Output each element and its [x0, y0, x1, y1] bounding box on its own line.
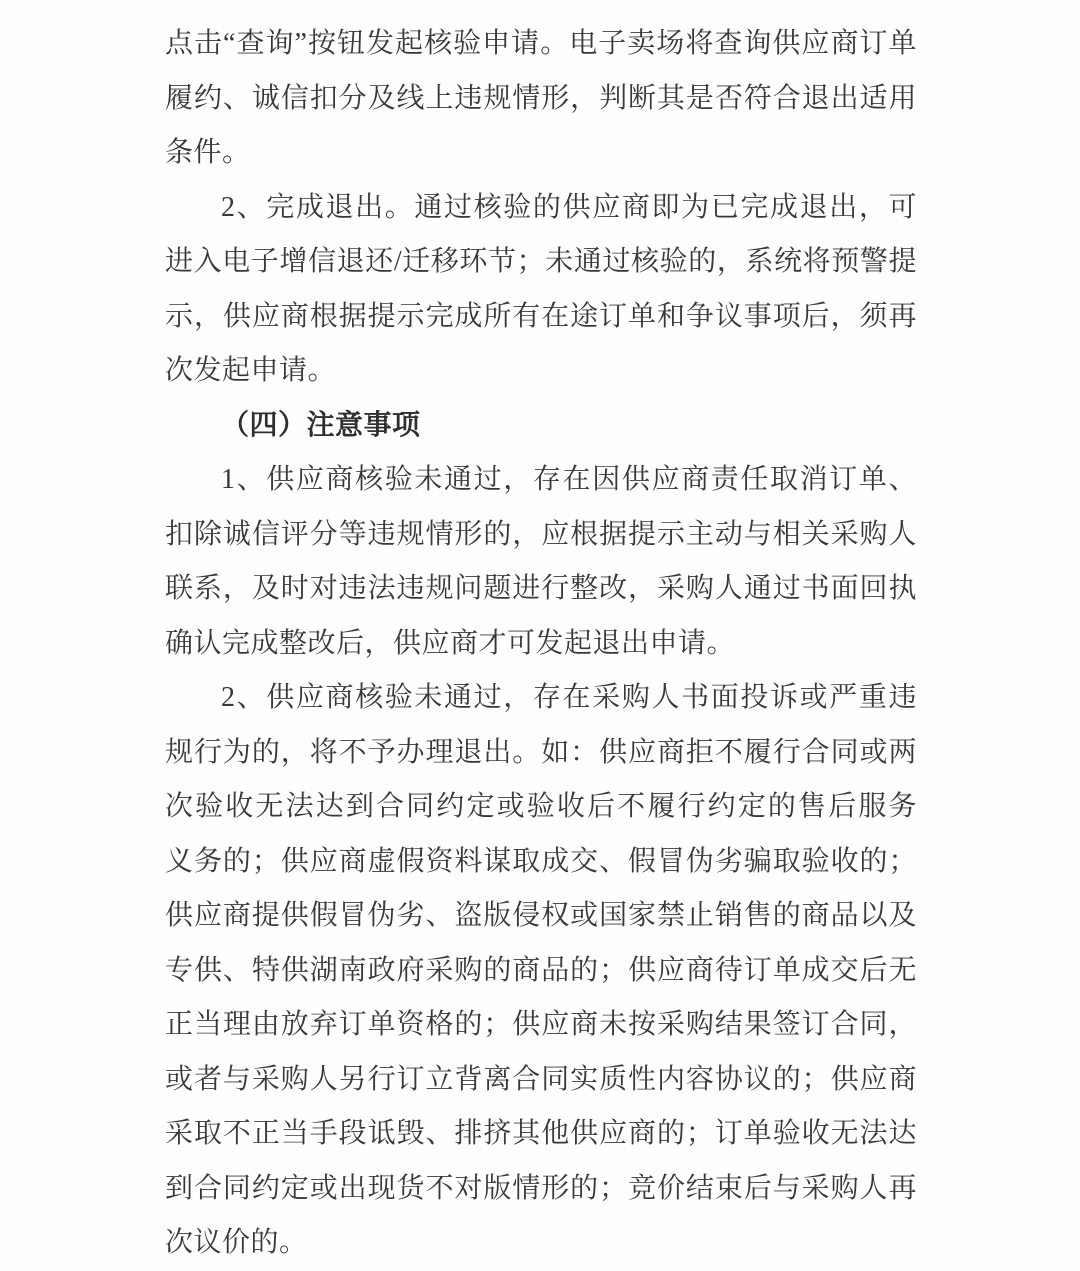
text-line: 规行为的，将不予办理退出。如：供应商拒不履行合同或两 — [165, 736, 917, 768]
text-line: 次议价的。 — [165, 1227, 308, 1258]
text-line: 或者与采购人另行订立背离合同实质性内容协议的；供应商 — [165, 1063, 917, 1095]
text-line: 正当理由放弃订单资格的；供应商未按采购结果签订合同， — [165, 1009, 917, 1040]
text-line: 义务的；供应商虚假资料谋取成交、假冒伪劣骗取验收的； — [165, 845, 917, 877]
text-line: 进入电子增信退还/迁移环节；未通过核验的，系统将预警提 — [165, 246, 917, 277]
document-text — [165, 17, 917, 1271]
text-line: 2、完成退出。通过核验的供应商即为已完成退出，可 — [221, 191, 917, 223]
text-line: 采取不正当手段诋毁、排挤其他供应商的；订单验收无法达 — [165, 1118, 917, 1149]
text-line: 2、供应商核验未通过，存在采购人书面投诉或严重违 — [221, 682, 917, 713]
text-line: 扣除诚信评分等违规情形的，应根据提示主动与相关采购人 — [165, 518, 917, 550]
text-line: 示，供应商根据提示完成所有在途订单和争议事项后，须再 — [165, 300, 917, 332]
text-line: 联系，及时对违法违规问题进行整改，采购人通过书面回执 — [165, 573, 917, 604]
text-line: 条件。 — [165, 137, 251, 168]
text-line: 专供、特供湖南政府采购的商品的；供应商待订单成交后无 — [165, 954, 917, 986]
text-line: 点击“查询”按钮发起核验申请。电子卖场将查询供应商订单 — [165, 28, 917, 59]
text-line: 1、供应商核验未通过，存在因供应商责任取消订单、 — [221, 464, 917, 495]
text-line: 次验收无法达到合同约定或验收后不履行约定的售后服务 — [165, 791, 917, 822]
text-line: 履约、诚信扣分及线上违规情形，判断其是否符合退出适用 — [165, 82, 917, 114]
text-line: 到合同约定或出现货不对版情形的；竞价结束后与采购人再 — [165, 1172, 917, 1204]
text-line: 供应商提供假冒伪劣、盗版侵权或国家禁止销售的商品以及 — [165, 900, 917, 931]
text-line: 次发起申请。 — [165, 355, 337, 386]
section-heading: （四）注意事项 — [221, 409, 421, 441]
text-line: 确认完成整改后，供应商才可发起退出申请。 — [165, 627, 736, 659]
